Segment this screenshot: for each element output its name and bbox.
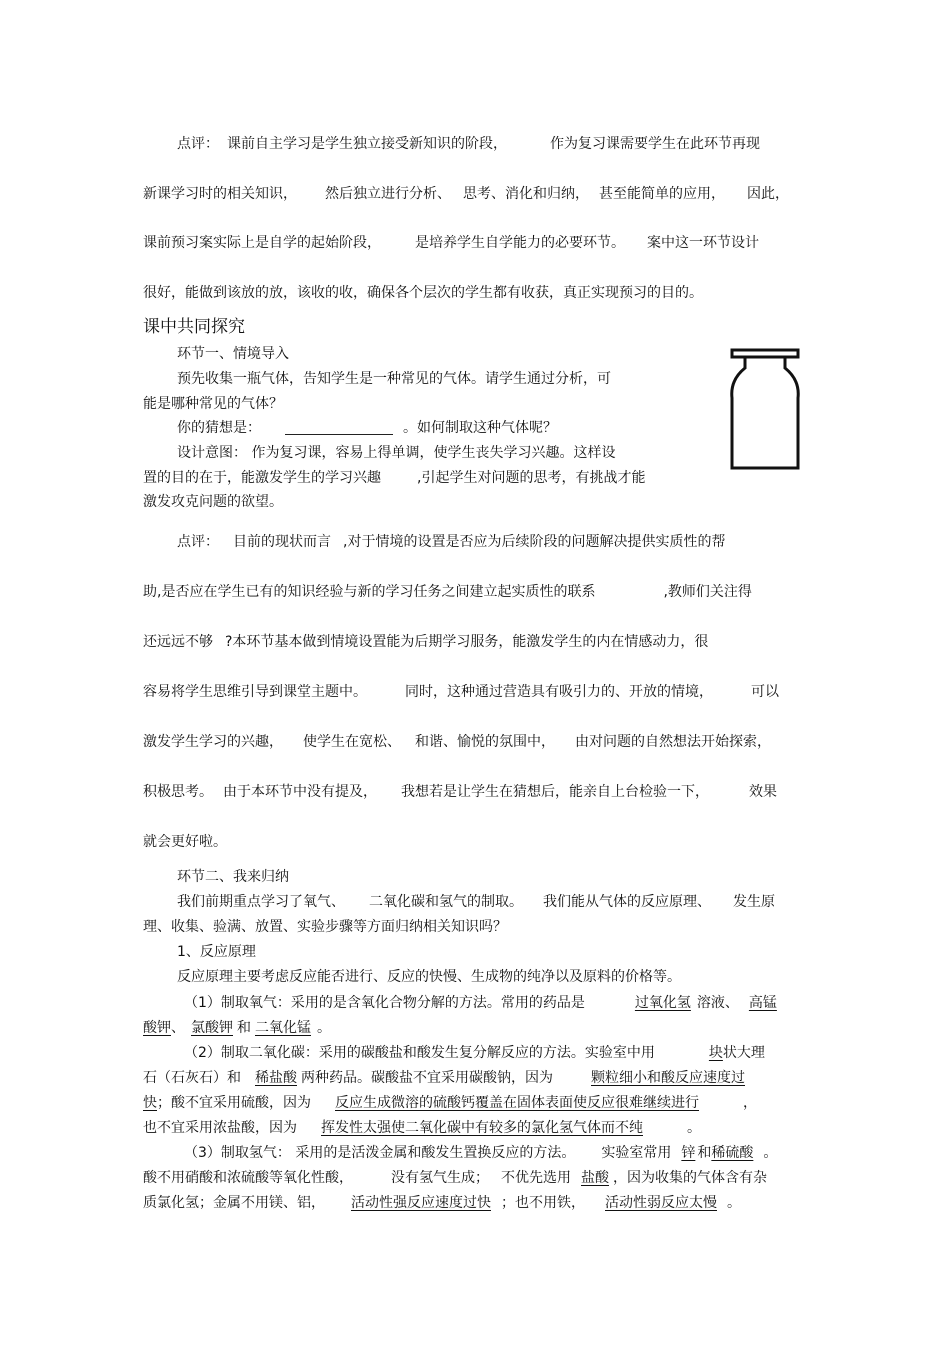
comment2-line2: 助,是否应在学生已有的知识经验与新的学习任务之间建立起实质性的联系 ,教师们关注得: [143, 584, 752, 600]
gas-bottle-illustration: [718, 346, 808, 478]
comment1-line4: 很好，能做到该放的放，该收的收，确保各个层次的学生都有收获，真正实现预习的目的。: [143, 285, 703, 301]
part2-intro2: 理、收集、验满、放置、实验步骤等方面归纳相关知识吗？: [143, 919, 507, 935]
guess-blank: [285, 420, 393, 435]
comment2-line3: 还远远不够 ?本环节基本做到情境设置能为后期学习服务，能激发学生的内在情感动力，很: [143, 634, 709, 650]
co2-line4: 也不宜采用浓盐酸，因为 挥发性太强使二氧化碳中有较多的氯化氢气体而不纯 。: [143, 1120, 701, 1136]
part1-design3: 激发攻克问题的欲望。: [143, 494, 283, 510]
comment2-line7: 就会更好啦。: [143, 834, 227, 850]
part1-design2: 置的目的在于，能激发学生的学习兴趣 ,引起学生对问题的思考，有挑战才能: [143, 470, 646, 486]
comment2-line6: 积极思考。 由于本环节中没有提及， 我想若是让学生在猜想后，能亲自上台检验一下， 效果: [143, 784, 777, 800]
part1-guess: 你的猜想是： 。如何制取这种气体呢？: [177, 420, 557, 436]
part1-title: 环节一、情境导入: [177, 346, 289, 362]
reaction-principle-text: 反应原理主要考虑反应能否进行、反应的快慢、生成物的纯净以及原料的价格等。: [177, 969, 681, 985]
co2-line1: （2）制取二氧化碳：采用的碳酸盐和酸发生复分解反应的方法。实验室中用 块状大理: [184, 1045, 765, 1061]
comment2-line4: 容易将学生思维引导到课堂主题中。 同时，这种通过营造具有吸引力的、开放的情境， 可以: [143, 684, 779, 700]
comment2-line1: 点评： 目前的现状而言 ,对于情境的设置是否应为后续阶段的问题解决提供实质性的帮: [177, 534, 726, 550]
oxygen-line1: （1）制取氧气：采用的是含氧化合物分解的方法。常用的药品是 过氧化氢 溶液、 高锰: [184, 995, 777, 1011]
oxygen-line2: 酸钾、 氯酸钾 和 二氧化锰 。: [143, 1020, 331, 1036]
co2-line2: 石（石灰石）和 稀盐酸 两种药品。碳酸盐不宜采用碳酸钠，因为 颗粒细小和酸反应速度过: [143, 1070, 745, 1086]
comment1-line1: 点评： 课前自主学习是学生独立接受新知识的阶段， 作为复习课需要学生在此环节再现: [177, 136, 760, 152]
h2-line2: 酸不用硝酸和浓硫酸等氧化性酸， 没有氢气生成； 不优先选用 盐酸 ，因为收集的气体含有杂: [143, 1170, 767, 1186]
comment1-line2: 新课学习时的相关知识， 然后独立进行分析、 思考、消化和归纳， 甚至能简单的应用， 因此，: [143, 186, 789, 202]
h2-line3: 质氯化氢；金属不用镁、铝， 活动性强反应速度过快 ；也不用铁， 活动性弱反应太慢 。: [143, 1195, 741, 1211]
comment2-line5: 激发学生学习的兴趣， 使学生在宽松、 和谐、愉悦的氛围中， 由对问题的自然想法开始探索，: [143, 734, 771, 750]
reaction-principle-heading: 1、反应原理: [177, 944, 256, 960]
part1-line1: 预先收集一瓶气体，告知学生是一种常见的气体。请学生通过分析，可: [177, 371, 611, 387]
co2-line3: 快；酸不宜采用硫酸，因为 反应生成微溶的硫酸钙覆盖在固体表面使反应很难继续进行 ，: [143, 1095, 757, 1111]
part1-line2: 能是哪种常见的气体？: [143, 396, 283, 412]
part2-intro1: 我们前期重点学习了氧气、 二氧化碳和氢气的制取。 我们能从气体的反应原理、 发生原: [177, 894, 775, 910]
h2-line1: （3）制取氢气： 采用的是活泼金属和酸发生置换反应的方法。 实验室常用 锌 和稀硫酸 。: [184, 1145, 778, 1161]
part2-title: 环节二、我来归纳: [177, 869, 289, 885]
comment1-line3: 课前预习案实际上是自学的起始阶段， 是培养学生自学能力的必要环节。 案中这一环节设计: [143, 235, 759, 251]
part1-design1: 设计意图： 作为复习课，容易上得单调，使学生丧失学习兴趣。这样设: [177, 445, 616, 461]
section-title: 课中共同探究: [143, 317, 245, 337]
